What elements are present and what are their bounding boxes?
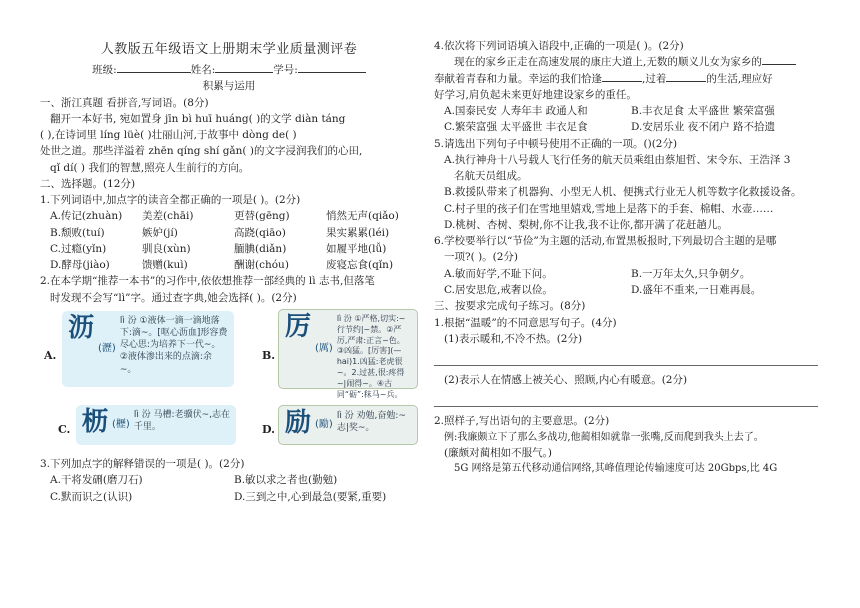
p2-question: 5G 网络是第五代移动通信网络,其峰值理论传输速度可达 20Gbps,比 4G [454, 463, 778, 475]
q6-option-b: B.一万年太久,只争朝夕。 [631, 267, 751, 280]
q6-row-2 [434, 282, 818, 298]
id-field[interactable] [298, 72, 366, 73]
q4-passage-2 [434, 71, 818, 87]
q4-p2-text-b: ,过着 [642, 72, 667, 85]
q6-row-1 [434, 266, 818, 282]
card-d-text: lì 汾 劝勉,奋勉:~志|奖~。 [336, 410, 406, 434]
p1-part-b: (2)表示人在情感上被关心、照顾,内心有暖意。(2分) [444, 374, 688, 387]
q1-b-word-2: 嫉妒(jí) [142, 226, 178, 239]
q1-a-word-3: 更替(gēng) [234, 210, 290, 223]
class-label: 班级: [92, 64, 117, 76]
q3-option-a: A.干将发硎(磨刀石) [50, 474, 143, 487]
q4-row-1 [434, 103, 818, 119]
q1-c-word-4: 如履平地(lǚ) [326, 242, 387, 255]
q1-a-word-4: 悄然无声(qiǎo) [326, 210, 399, 223]
p2-stem: 2.照样子,写出语句的主要意思。(2分) [434, 415, 610, 428]
card-b-trad: (厲) [315, 343, 333, 355]
q3-option-d: D.三到之中,心到最急(要紧,重要) [234, 490, 387, 503]
q6-option-a: A.敏而好学,不耻下问。 [444, 267, 553, 280]
card-a-trad: (瀝) [98, 343, 116, 355]
q1-c-word-2: 驯良(xùn) [142, 242, 191, 255]
p1-stem: 1.根据“温暖”的不同意思写句子。(4分) [434, 316, 617, 329]
q1-stem: 1.下列词语中,加点字的读音全都正确的一项是( )。(2分) [40, 194, 301, 207]
q6-stem-2: 一项?( )。(2分) [444, 251, 519, 264]
q1-d-word-1: D.酵母(jiào) [50, 259, 110, 272]
s1-line-1: 翻开一本好书, 宛如置身 jīn bì huī huáng( )的文学 diàn táng [50, 112, 346, 125]
student-info-line [40, 62, 418, 78]
q4-passage-3: 好学习,肩负起未来更好地建设家乡的重任。 [434, 88, 637, 101]
q4-blank-1[interactable] [762, 64, 796, 65]
q5-option-c: C.村子里的孩子们在雪地里嬉戏,雪地上是落下的手套、棉帽、水壶…… [444, 202, 774, 215]
name-label: 姓名: [190, 64, 216, 76]
card-c-char: 枥 [82, 406, 109, 437]
s1-line-3: 处世之道。那些洋溢着 zhēn qíng shí gǎn( )的文字浸润我们的心田, [40, 145, 363, 158]
q4-p2-text-c: 的生活,理应好 [706, 72, 773, 85]
q4-p2-text-a: 奉献着青春和力量。幸运的我们恰逢 [434, 72, 602, 85]
dictionary-cards [40, 309, 418, 497]
card-c-text: lì 汾 马槽:老骥伏~,志在千里。 [133, 409, 230, 433]
left-column [40, 62, 418, 505]
q1-d-word-4: 废寝忘食(qǐn) [326, 259, 394, 272]
q1-option-a [40, 208, 418, 224]
dict-card-a[interactable] [62, 311, 234, 387]
section-1-heading: 一、浙江真题 看拼音,写词语。(8分) [40, 96, 209, 109]
section-2-heading: 二、选择题。(12分) [40, 177, 136, 190]
right-column [434, 38, 818, 477]
section-label: 积累与运用 [202, 80, 256, 93]
q4-passage-1 [434, 54, 818, 70]
card-d-label: D. [262, 422, 275, 436]
q1-a-word-1: A.传记(zhuàn) [50, 210, 123, 223]
q3-option-b: B.敏以求之者也(勤勉) [234, 474, 338, 487]
s1-line-4: qǐ dí( ) 我们的智慧,照亮人生前行的方向。 [50, 161, 250, 174]
q5-option-a-2: 名航天员组成。 [454, 170, 528, 183]
q4-option-d: D.安居乐业 夜不闭户 路不拾遗 [631, 121, 776, 134]
q1-d-word-3: 酬谢(chóu) [234, 259, 289, 272]
dict-card-b[interactable] [278, 309, 418, 399]
card-a-label: A. [44, 348, 57, 362]
q1-c-word-1: C.过瘾(yǐn) [50, 242, 107, 255]
q4-option-a: A.国泰民安 人寿年丰 政通人和 [444, 105, 588, 118]
exam-title: 人教版五年级语文上册期末学业质量测评卷 [100, 42, 358, 57]
q6-option-d: D.盛年不重来,一日难再晨。 [631, 283, 762, 296]
card-b-label: B. [262, 348, 276, 362]
q6-stem-1: 6.学校要举行以“节俭”为主题的活动,布置黑板报时,下列最切合主题的是哪 [434, 235, 777, 248]
card-b-text: lì 汾 ①严格,切实:~行节约|~禁。②严厉,严肃:正言~色。③凶猛。[厉害](—hai)1.凶猛:老虎很~。2.过甚,很:疼得~|闹得~。④古同“砺”:秣马~兵。 [336, 313, 406, 399]
q2-stem-2: 时发现不会写“lì”字。通过查字典,她会选择( )。(2分) [50, 291, 297, 304]
q5-option-a-1: A.执行神舟十八号载人飞行任务的航天员乘组由蔡旭哲、宋令东、王浩泽 3 [444, 153, 791, 166]
q2-stem-1: 2.在本学期“推荐一本书”的习作中,依依想推荐一部经典的 lì 志书,但落笔 [40, 275, 375, 288]
p1-answer-line-b[interactable] [434, 392, 818, 407]
q3-stem: 3.下列加点字的解释错误的一项是( )。(2分) [40, 457, 245, 470]
q5-stem: 5.请选出下列句子中顿号使用不正确的一项。()(2分) [434, 137, 678, 150]
q1-option-c [40, 241, 418, 257]
q1-c-word-3: 腼腆(diǎn) [234, 242, 287, 255]
dict-card-d[interactable] [278, 405, 418, 445]
q5-option-b: B.救援队带来了机器狗、小型无人机、便携式行业无人机等数字化救援设备。 [444, 186, 802, 199]
q4-option-b: B.丰衣足食 太平盛世 繁荣富强 [631, 105, 775, 118]
s1-line-2: ( ),在诗词里 líng lüè( )壮丽山河,于故事中 dòng de( ) [40, 129, 297, 142]
card-d-char: 励 [285, 407, 312, 438]
dict-card-c[interactable] [76, 405, 236, 445]
card-b-char: 厉 [285, 311, 312, 342]
class-field[interactable] [117, 72, 191, 73]
q4-blank-2[interactable] [602, 81, 642, 82]
p1-answer-line-a[interactable] [434, 351, 818, 366]
q1-a-word-2: 美差(chāi) [142, 210, 194, 223]
q3-option-c: C.默而识之(认识) [50, 490, 133, 503]
q4-row-2 [434, 119, 818, 135]
section-3-heading: 三、按要求完成句子练习。(8分) [434, 300, 586, 313]
id-label: 学号: [273, 64, 298, 76]
p2-example-2: (廉颇对蔺相如不服气。) [444, 447, 552, 460]
q1-b-word-1: B.颓败(tuí) [50, 226, 105, 239]
card-c-label: C. [58, 422, 71, 436]
q4-option-c: C.繁荣富强 太平盛世 丰衣足食 [444, 121, 588, 134]
q1-b-word-4: 果实累累(léi) [326, 226, 390, 239]
q1-option-d [40, 257, 418, 273]
q1-d-word-2: 馈赠(kuì) [142, 259, 188, 272]
card-a-text: lì 汾 ①液体一滴一滴地落下:滴~。[呕心沥血]形容费尽心思:为培养下一代~。②液体渗出来的点滴:余~。 [119, 315, 228, 375]
q5-option-d: D.桃树、杏树、梨树,你不让我,我不让你,都开满了花赶趟儿。 [444, 218, 728, 231]
q1-b-word-3: 高跷(qiāo) [234, 226, 286, 239]
name-field[interactable] [215, 72, 273, 73]
q4-stem: 4.依次将下列词语填入语段中,正确的一项是( )。(2分) [434, 40, 684, 52]
q4-p1-text: 现在的家乡正走在高速发展的康庄大道上,无数的顺义儿女为家乡的 [454, 56, 762, 69]
card-c-trad: (櫪) [112, 419, 130, 431]
p1-part-a: (1)表示暖和,不冷不热。(2分) [444, 332, 583, 345]
q1-option-b [40, 225, 418, 241]
q6-option-c: C.居安思危,戒奢以俭。 [444, 283, 553, 296]
p2-example-1: 例:我廉颇立下了那么多战功,他蔺相如就靠一张嘴,反而爬到我头上去了。 [444, 431, 764, 443]
q4-blank-3[interactable] [666, 81, 706, 82]
card-a-char: 沥 [68, 312, 95, 343]
card-d-trad: (勵) [315, 419, 333, 431]
